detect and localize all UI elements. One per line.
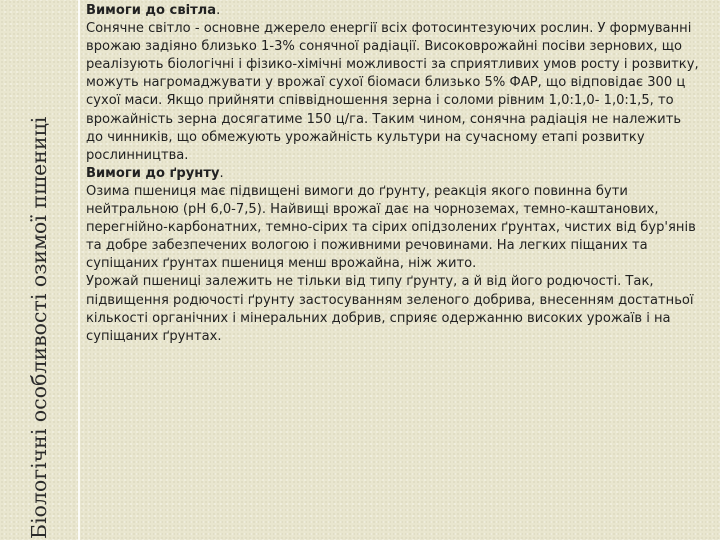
soil-paragraph-2: Урожай пшениці залежить не тільки від типу ґрунту, а й від його родючості. Так, підвищення родючості ґрунту застосуванням зеленого добрива, внесенням достатньої кількості органічних і мінеральних добрив, сприяє одержанню високих урожаїв і на супіщаних ґрунтах. — [86, 274, 694, 344]
light-heading-period: . — [216, 3, 221, 18]
soil-heading-line — [86, 165, 700, 183]
slide-body — [86, 2, 700, 346]
light-heading: Вимоги до світла — [86, 3, 217, 18]
soil-heading-period: . — [219, 165, 224, 181]
soil-heading: Вимоги до ґрунту — [86, 165, 220, 181]
vertical-divider — [78, 0, 80, 540]
slide-title: Біологічні особливості озимої пшениці — [27, 116, 51, 539]
light-heading-line — [86, 2, 700, 20]
light-paragraph: Сонячне світло - основне джерело енергії всіх фотосинтезуючих рослин. У формуванні врожаю задіяно близько 1-3% сонячної радіації. Високоврожайні посіви зернових, що реалізують біологічні і фізико-хімічні можливості за сприятливих умов росту і розвитку, можуть нагромаджувати у врожаї сухої біомаси близько 5% ФАР, що відповідає 300 ц сухої маси. Якщо прийняти співвідношення зерна і соломи рівним 1,0:1,0- 1,0:1,5, то врожайність зерна досягатиме 150 ц/га. Таким чином, сонячна радіація не належить до чинників, що обмежують урожайність культури на сучасному етапі розвитку рослинництва. — [86, 21, 699, 163]
soil-paragraph-1: Озима пшениця має підвищені вимоги до ґрунту, реакція якого повинна бути нейтральною (pH 6,0-7,5). Найвищі врожаї дає на чорноземах, темно-каштанових, перегнійно-карбонатних, темно-сірих та сірих опідзолених ґрунтах, чистих від бур'янів та добре забезпечених вологою і поживними речовинами. На легких піщаних та супіщаних ґрунтах пшениця менш врожайна, ніж жито. — [86, 183, 696, 272]
